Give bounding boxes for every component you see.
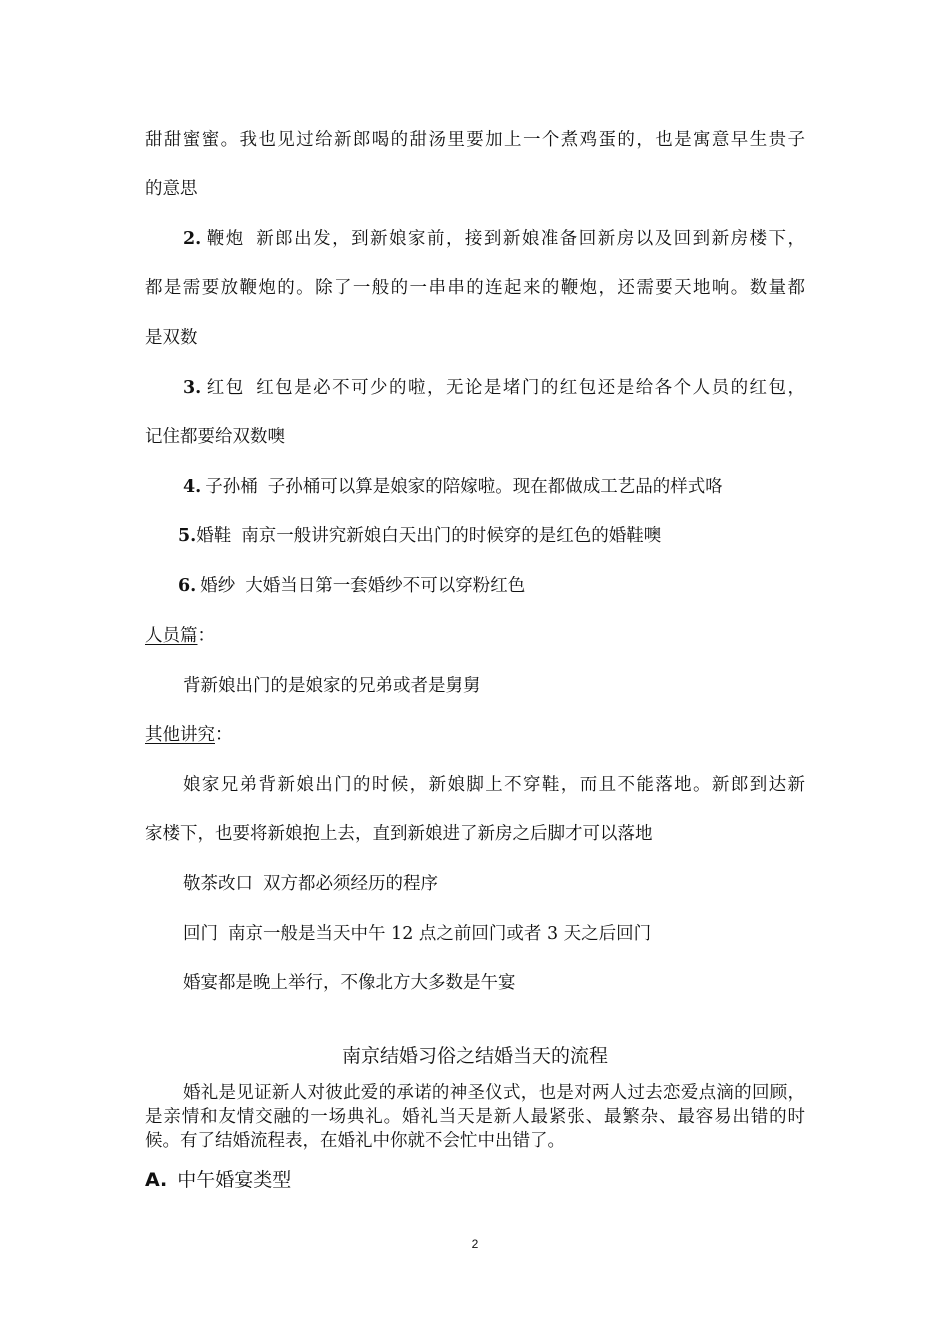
item-text: 双方都必须经历的程序 xyxy=(263,874,438,894)
list-item-firecrackers xyxy=(183,227,805,251)
tea-line xyxy=(183,872,438,896)
item-number: 2. xyxy=(183,229,202,249)
heading-colon: ： xyxy=(197,626,215,646)
paragraph-line: 是双数 xyxy=(145,328,198,348)
return-line xyxy=(183,922,651,946)
list-item-bucket xyxy=(183,475,723,499)
paragraph-line: 记住都要给双数噢 xyxy=(145,427,285,447)
item-number: 6. xyxy=(178,576,197,596)
item-number: 3. xyxy=(183,378,202,398)
list-item-gown xyxy=(178,574,525,598)
page-number: 2 xyxy=(471,1237,479,1251)
heading-colon: ： xyxy=(215,725,233,745)
list-item-shoes xyxy=(178,524,661,548)
item-number: 5. xyxy=(178,526,197,546)
item-label: 回门 xyxy=(183,924,218,944)
section-paragraph: 婚礼是见证新人对彼此爱的承诺的神圣仪式，也是对两人过去恋爱点滴的回顾，是亲情和友情交融的一场典礼。婚礼当天是新人最紧张、最繁杂、最容易出错的时候。有了结婚流程表，在婚礼中你就不会忙中出错了。 xyxy=(145,1083,805,1151)
paragraph-line: 家楼下，也要将新娘抱上去，直到新娘进了新房之后脚才可以落地 xyxy=(145,824,653,844)
paragraph-line: 的意思 xyxy=(145,179,198,199)
item-text: 子孙桶可以算是娘家的陪嫁啦。现在都做成工艺品的样式咯 xyxy=(267,477,723,497)
heading-text: 其他讲究 xyxy=(145,725,215,745)
paragraph-line: 背新娘出门的是娘家的兄弟或者是舅舅 xyxy=(183,676,481,696)
paragraph-line: 婚宴都是晚上举行，不像北方大多数是午宴 xyxy=(183,973,516,993)
subsection-label: A. xyxy=(145,1169,168,1191)
section-title: 南京结婚习俗之结婚当天的流程 xyxy=(341,1045,608,1067)
item-label: 子孙桶 xyxy=(205,477,258,497)
paragraph-line: 娘家兄弟背新娘出门的时候，新娘脚上不穿鞋，而且不能落地。新郎到达新 xyxy=(183,775,805,795)
item-text: 南京一般讲究新娘白天出门的时候穿的是红色的婚鞋噢 xyxy=(241,526,662,546)
item-label: 婚纱 xyxy=(200,576,236,596)
paragraph-line: 都是需要放鞭炮的。除了一般的一串串的连起来的鞭炮，还需要天地响。数量都 xyxy=(145,278,805,298)
item-text: 大婚当日第一套婚纱不可以穿粉红色 xyxy=(245,576,526,596)
item-label: 敬茶改口 xyxy=(183,874,253,894)
personnel-heading xyxy=(145,624,215,648)
item-label: 婚鞋 xyxy=(196,526,232,546)
subsection-heading xyxy=(145,1167,291,1193)
item-text: 新郎出发，到新娘家前，接到新娘准备回新房以及回到新房楼下， xyxy=(254,229,806,249)
item-text: 红包是必不可少的啦，无论是堵门的红包还是给各个人员的红包， xyxy=(254,378,806,398)
paragraph-line: 甜甜蜜蜜。我也见过给新郎喝的甜汤里要加上一个煮鸡蛋的，也是寓意早生贵子 xyxy=(145,130,805,150)
subsection-title: 中午婚宴类型 xyxy=(177,1169,292,1191)
item-text: 南京一般是当天中午 12 点之前回门或者 3 天之后回门 xyxy=(228,924,652,944)
item-number: 4. xyxy=(183,477,202,497)
heading-text: 人员篇 xyxy=(145,626,198,646)
list-item-red-envelope xyxy=(183,376,805,400)
item-label: 鞭炮 xyxy=(205,229,245,249)
item-label: 红包 xyxy=(205,378,245,398)
other-heading xyxy=(145,723,233,747)
